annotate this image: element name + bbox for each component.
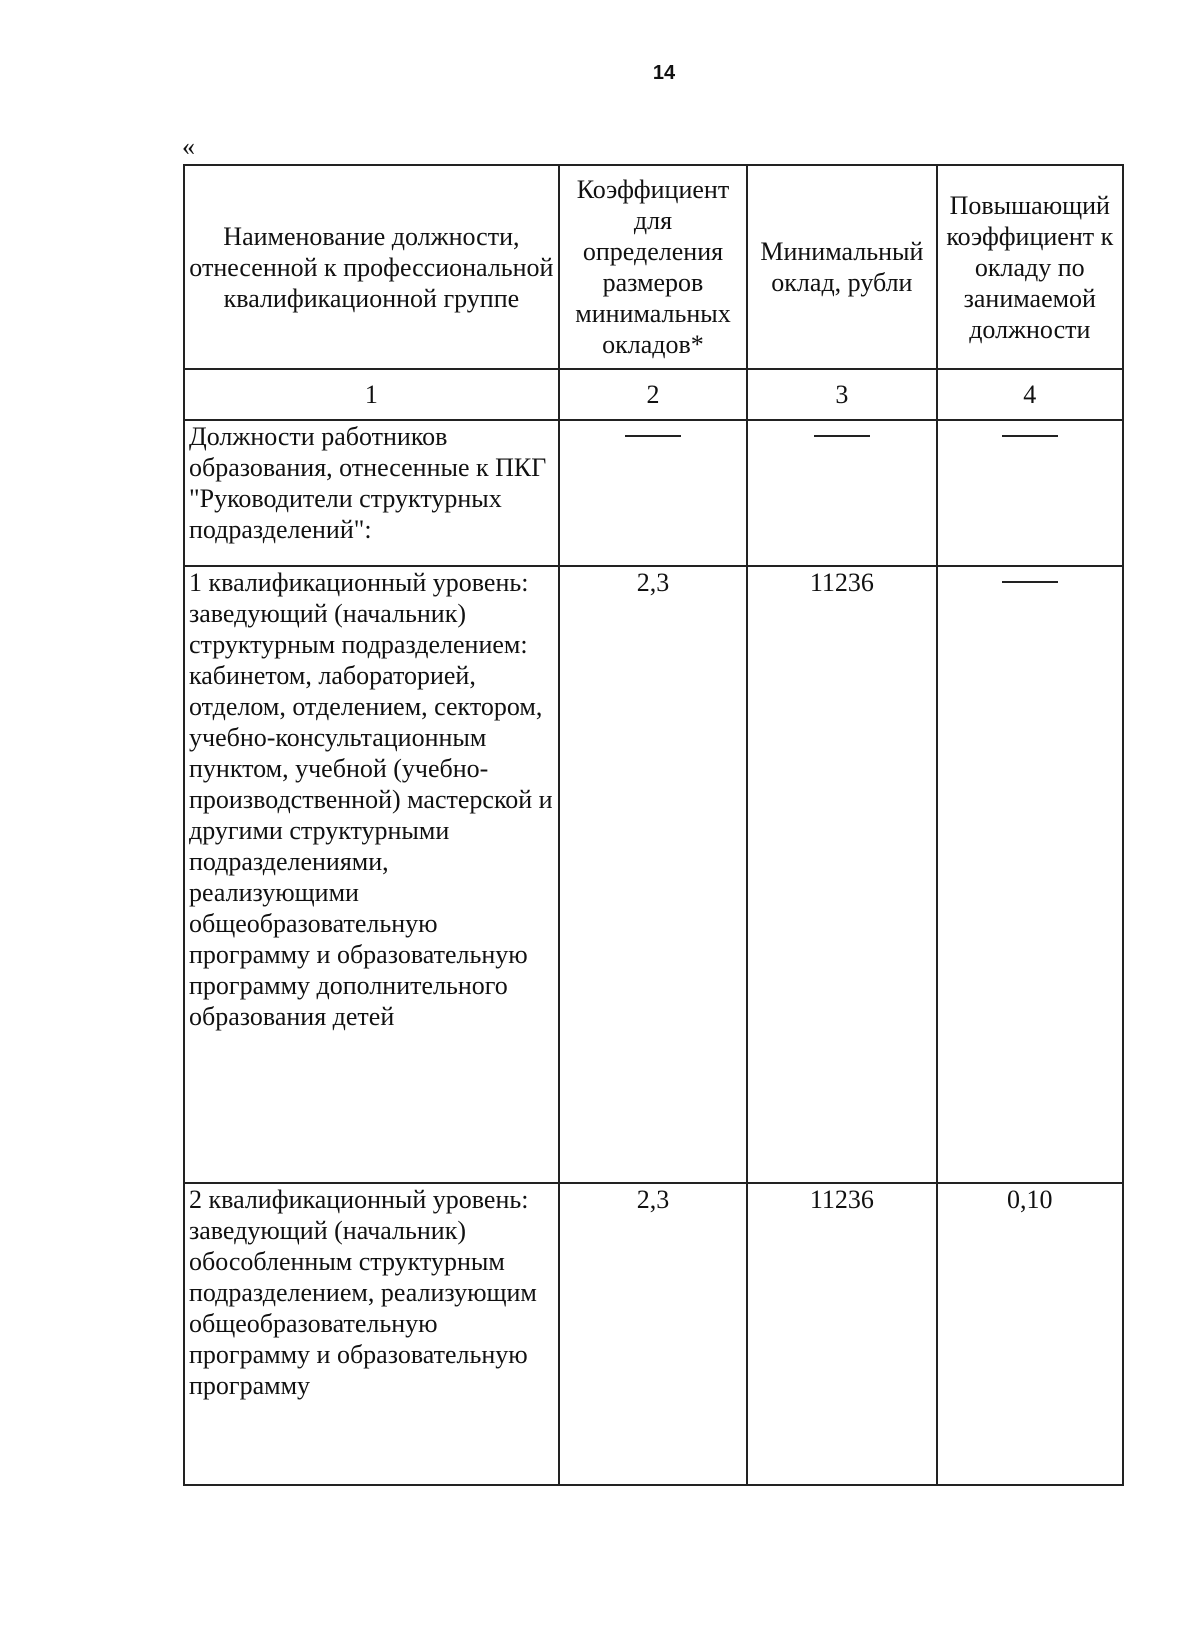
row-coefficient [559,420,747,566]
header-raising-coefficient: Повышающий коэффициент к окладу по занимаемой должности [937,165,1123,369]
row-coefficient: 2,3 [559,1183,747,1485]
table-row [184,420,1123,566]
row-min-salary: 11236 [747,1183,936,1485]
header-coefficient: Коэффициент для определения размеров минимальных окладов* [559,165,747,369]
header-position-name: Наименование должности, отнесенной к профессиональной квалификационной группе [184,165,559,369]
dash-mark [1002,581,1058,614]
row-min-salary [747,420,936,566]
header-min-salary: Минимальный оклад, рубли [747,165,936,369]
column-number-3: 3 [747,369,936,420]
dash-mark [625,435,681,468]
column-number-1: 1 [184,369,559,420]
table-row [184,566,1123,1183]
row-coefficient: 2,3 [559,566,747,1183]
table-row [184,1183,1123,1485]
table-header-row [184,165,1123,369]
opening-quote-mark: « [182,132,195,161]
row-position-name: Должности работников образования, отнесенные к ПКГ "Руководители структурных подразделений": [184,420,559,566]
row-raising-coefficient [937,566,1123,1183]
row-raising-coefficient [937,420,1123,566]
row-position-name: 1 квалификационный уровень: заведующий (начальник) структурным подразделением: кабинетом, лабораторией, отделом, отделением, сектором, учебно-консультационным пунктом, учебной (учебно-производственной) мастерской и другими структурными подразделениями, реализующими общеобразовательную программу и образовательную программу дополнительного образования детей [184,566,559,1183]
row-position-name: 2 квалификационный уровень: заведующий (начальник) обособленным структурным подразделением, реализующим общеобразовательную программу и образовательную программу [184,1183,559,1485]
salary-table [183,164,1124,1486]
column-number-row [184,369,1123,420]
column-number-2: 2 [559,369,747,420]
row-raising-coefficient: 0,10 [937,1183,1123,1485]
page-number: 14 [652,62,676,84]
dash-mark [1002,435,1058,468]
row-min-salary: 11236 [747,566,936,1183]
dash-mark [814,435,870,468]
column-number-4: 4 [937,369,1123,420]
